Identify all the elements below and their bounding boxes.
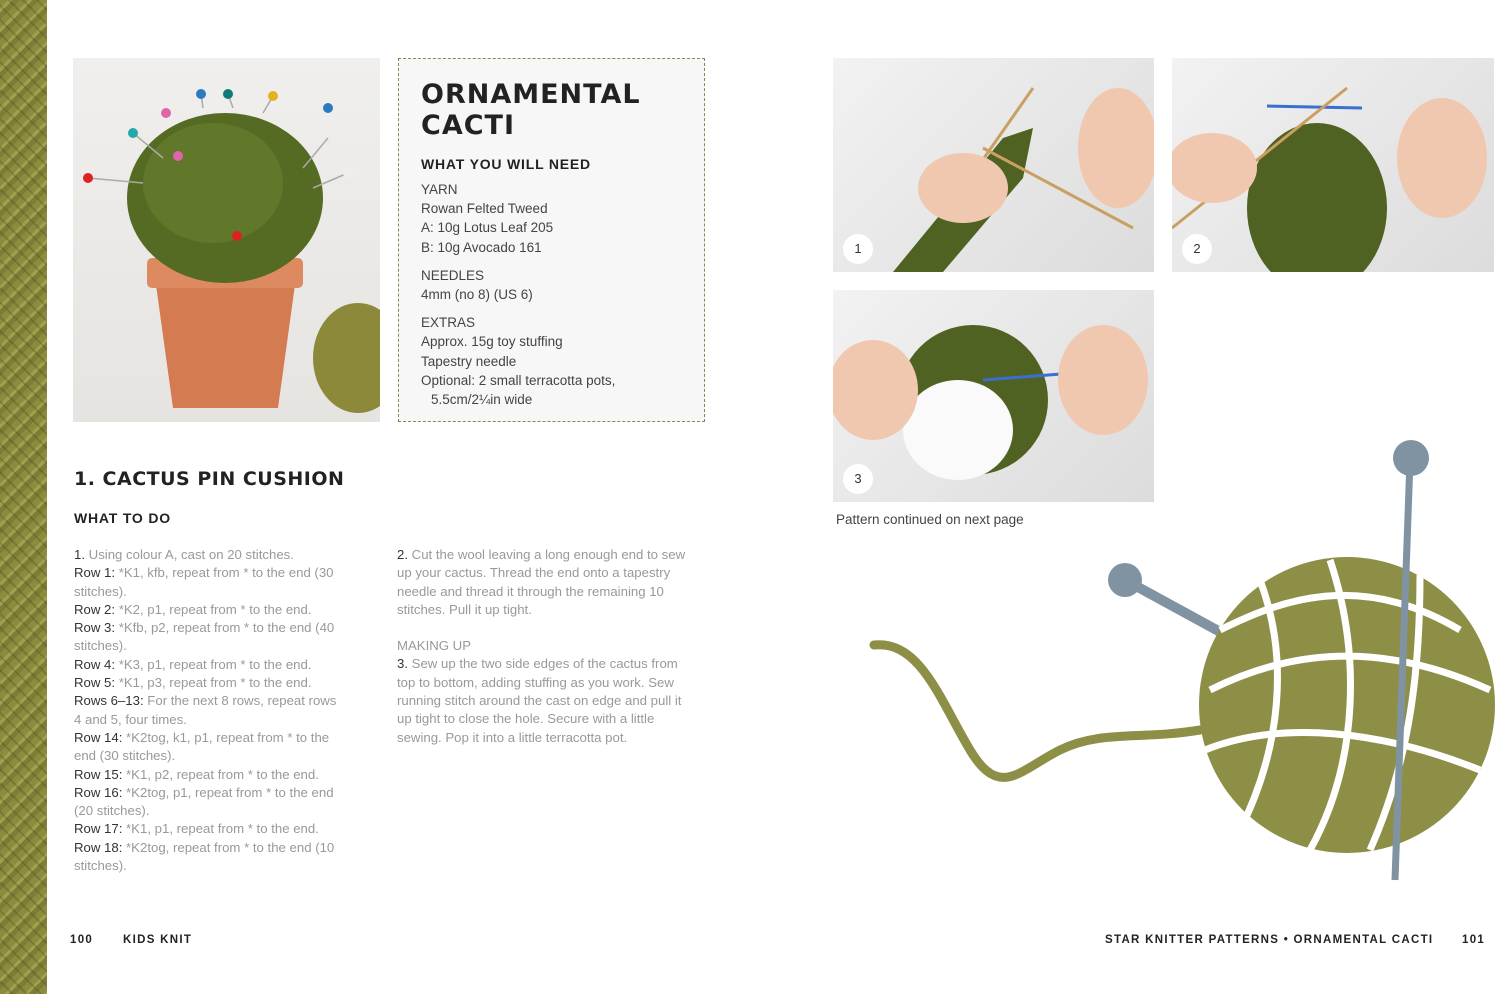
instruction-row: Row 5: *K1, p3, repeat from * to the end.: [74, 675, 312, 691]
instruction-row: Rows 6–13: For the next 8 rows, repeat rows 4 and 5, four times.: [74, 693, 337, 727]
instructions-right: [397, 546, 697, 747]
knit-border: [0, 0, 47, 994]
pattern-title: ORNAMENTAL CACTI: [421, 79, 641, 141]
instruction-row: Row 1: *K1, kfb, repeat from * to the end (30 stitches).: [74, 565, 334, 599]
instruction-row: Row 17: *K1, p1, repeat from * to the end.: [74, 821, 319, 837]
page-number-right: 101: [1462, 934, 1486, 946]
cactus-pincushion-photo: [73, 58, 380, 422]
making-up-heading: MAKING UP: [397, 638, 472, 654]
instruction-row: Row 3: *Kfb, p2, repeat from * to the end (40 stitches).: [74, 620, 335, 654]
step-number-badge: 3: [843, 464, 873, 494]
running-head-right: STAR KNITTER PATTERNS • ORNAMENTAL CACTI: [1105, 934, 1434, 946]
instruction-row: Row 4: *K3, p1, repeat from * to the end.: [74, 656, 312, 672]
step-photo-1: [833, 58, 1154, 272]
section-title: 1. CACTUS PIN CUSHION: [74, 468, 345, 490]
page-number-left: 100: [70, 934, 94, 946]
extras-group: EXTRAS Approx. 15g toy stuffing Tapestry needle Optional: 2 small terracotta pots, 5.5cm/2¼in wide: [421, 315, 616, 408]
step-2: 2. Cut the wool leaving a long enough end to sew up your cactus. Thread the end onto a tapestry needle and thread it through the remaining 10 stitches. Pull it up tight.: [397, 547, 686, 617]
continued-caption: Pattern continued on next page: [836, 512, 1024, 527]
what-to-do-heading: WHAT TO DO: [74, 510, 171, 526]
yarn-group: YARN Rowan Felted Tweed A: 10g Lotus Leaf 205 B: 10g Avocado 161: [421, 182, 554, 255]
instruction-row: Row 14: *K2tog, k1, p1, repeat from * to the end (30 stitches).: [74, 729, 330, 764]
instruction-row: Row 15: *K1, p2, repeat from * to the end.: [74, 766, 319, 782]
instructions-left: [74, 546, 344, 875]
instruction-row: Row 18: *K2tog, repeat from * to the end (10 stitches).: [74, 839, 335, 874]
materials-heading: WHAT YOU WILL NEED: [421, 156, 591, 172]
needles-group: NEEDLES 4mm (no 8) (US 6): [421, 267, 533, 303]
step-photo-2: [1172, 58, 1494, 272]
materials-box: [398, 58, 705, 422]
instruction-row: 1. Using colour A, cast on 20 stitches.: [74, 547, 294, 562]
yarn-ball-illustration: [860, 430, 1500, 890]
step-3: 3. Sew up the two side edges of the cactus from top to bottom, adding stuffing as you work. Sew running stitch around the cast on edge and pull it up tight to close the hole. Secure with a little sewing. Pop it into a little terracotta pot.: [397, 656, 682, 745]
step-number-badge: 2: [1182, 234, 1212, 264]
step-number-badge: 1: [843, 234, 873, 264]
running-head-left: KIDS KNIT: [123, 934, 193, 946]
instruction-row: Row 16: *K2tog, p1, repeat from * to the end (20 stitches).: [74, 784, 334, 819]
instruction-row: Row 2: *K2, p1, repeat from * to the end.: [74, 601, 312, 617]
